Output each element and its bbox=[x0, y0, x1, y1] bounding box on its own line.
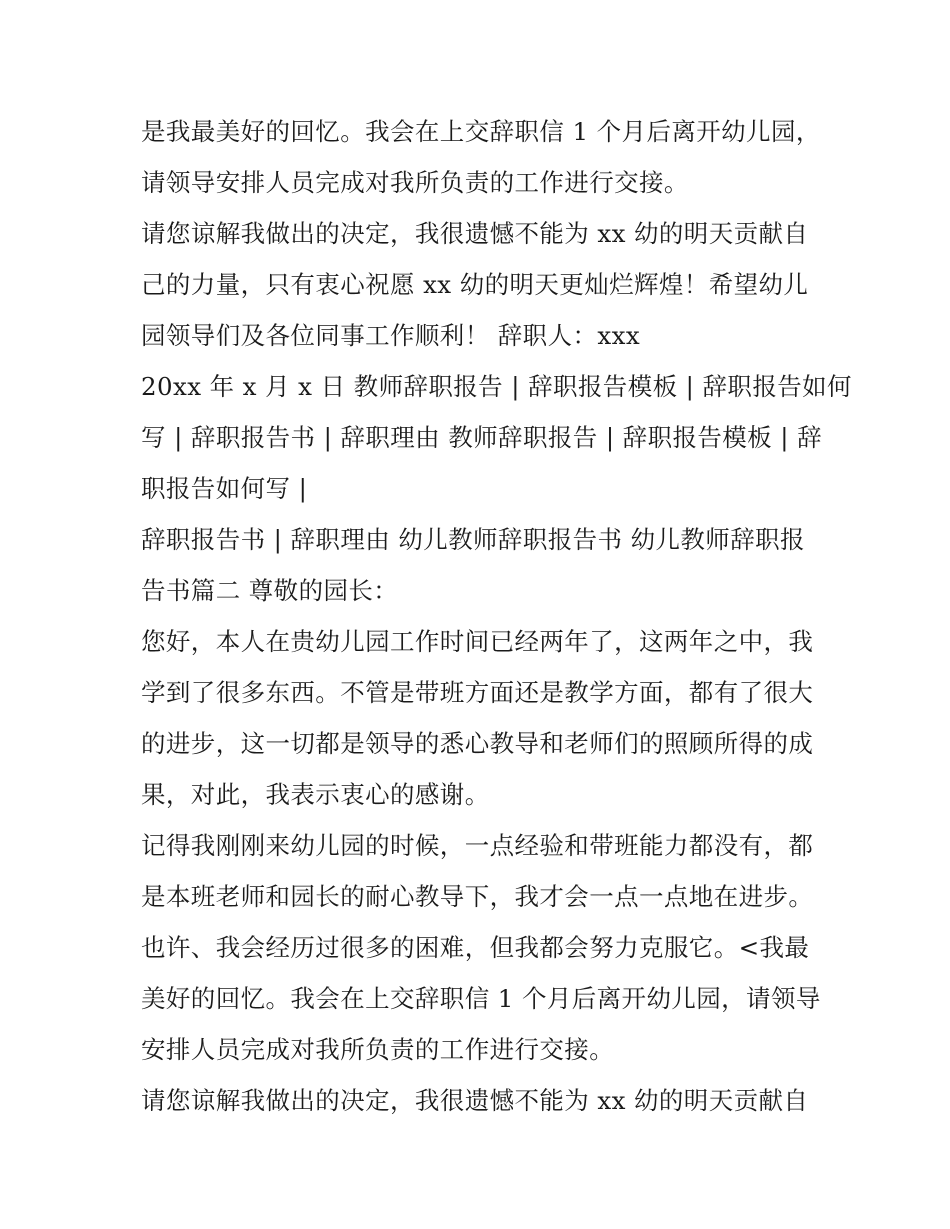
text-line: 您好，本人在贵幼儿园工作时间已经两年了，这两年之中，我 bbox=[141, 627, 814, 656]
document-body bbox=[141, 106, 852, 1126]
text-line: 辞职报告书 | 辞职理由 幼儿教师辞职报告书 幼儿教师辞职报 bbox=[141, 525, 805, 554]
text-line: 是本班老师和园长的耐心教导下，我才会一点一点地在进步。 bbox=[141, 882, 814, 911]
text-line: 20xx 年 x 月 x 日 教师辞职报告 | 辞职报告模板 | 辞职报告如何 bbox=[141, 372, 852, 401]
text-line: 请领导安排人员完成对我所负责的工作进行交接。 bbox=[141, 168, 689, 197]
text-line: 是我最美好的回忆。我会在上交辞职信 1 个月后离开幼儿园， bbox=[141, 117, 821, 146]
text-line: 己的力量，只有衷心祝愿 xx 幼的明天更灿烂辉煌！希望幼儿 bbox=[141, 270, 809, 299]
text-line: 学到了很多东西。不管是带班方面还是教学方面，都有了很大 bbox=[141, 678, 814, 707]
text-line: 职报告如何写 | bbox=[141, 474, 308, 503]
text-line: 写 | 辞职报告书 | 辞职理由 教师辞职报告 | 辞职报告模板 | 辞 bbox=[141, 423, 823, 452]
text-line: 请您谅解我做出的决定，我很遗憾不能为 xx 幼的明天贡献自 bbox=[141, 1086, 809, 1115]
text-line: 果，对此，我表示衷心的感谢。 bbox=[141, 780, 490, 809]
text-line: 记得我刚刚来幼儿园的时候，一点经验和带班能力都没有，都 bbox=[141, 831, 814, 860]
text-line: 安排人员完成对我所负责的工作进行交接。 bbox=[141, 1035, 615, 1064]
text-line: 也许、我会经历过很多的困难，但我都会努力克服它。<我最 bbox=[141, 933, 810, 962]
text-line: 请您谅解我做出的决定，我很遗憾不能为 xx 幼的明天贡献自 bbox=[141, 219, 809, 248]
text-line: 告书篇二 尊敬的园长： bbox=[141, 576, 399, 605]
text-line: 的进步，这一切都是领导的悉心教导和老师们的照顾所得的成 bbox=[141, 729, 814, 758]
text-line: 美好的回忆。我会在上交辞职信 1 个月后离开幼儿园，请领导 bbox=[141, 984, 821, 1013]
text-line: 园领导们及各位同事工作顺利！ 辞职人：xxx bbox=[141, 321, 641, 350]
